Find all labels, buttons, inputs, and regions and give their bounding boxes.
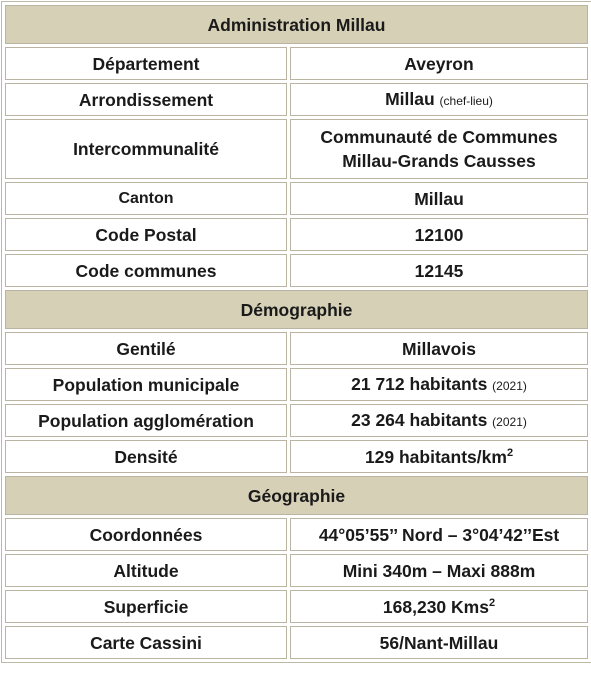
section-row-geographie [5,476,588,515]
label-gentile: Gentilé [5,332,287,365]
arrondissement-note: (chef-lieu) [439,93,493,108]
label-coordonnees: Coordonnées [5,518,287,551]
table-row [5,440,588,473]
section-title-demographie: Démographie [5,290,588,329]
info-table [1,1,591,663]
table-row [5,518,588,551]
densite-value-text: 129 habitants/km [364,446,507,467]
label-code-communes: Code communes [5,254,287,287]
label-population-municipale: Population municipale [5,368,287,401]
value-carte-cassini: 56/Nant-Millau [290,626,588,659]
value-coordonnees: 44°05’55’’ Nord – 3°04’42’’Est [290,518,588,551]
section-row-administration [5,5,588,44]
label-arrondissement: Arrondissement [5,83,287,116]
label-canton: Canton [5,182,287,215]
value-canton: Millau [290,182,588,215]
label-departement: Département [5,47,287,80]
intercommunalite-line1: Communauté de Communes [320,127,558,147]
value-departement: Aveyron [290,47,588,80]
table-row [5,218,588,251]
label-carte-cassini: Carte Cassini [5,626,287,659]
label-intercommunalite: Intercommunalité [5,119,287,179]
superficie-superscript: 2 [488,596,496,609]
value-densite [290,440,588,473]
population-municipale-note: (2021) [492,378,527,393]
table-row [5,119,588,179]
population-agglomeration-note: (2021) [492,414,527,429]
label-altitude: Altitude [5,554,287,587]
table-row [5,182,588,215]
label-population-agglomeration: Population agglomération [5,404,287,437]
label-densite: Densité [5,440,287,473]
table-row [5,47,588,80]
value-arrondissement [290,83,588,116]
label-superficie: Superficie [5,590,287,623]
table-row [5,83,588,116]
value-code-postal: 12100 [290,218,588,251]
label-code-postal: Code Postal [5,218,287,251]
value-population-agglomeration [290,404,588,437]
value-code-communes: 12145 [290,254,588,287]
superficie-value-text: 168,230 Kms [382,596,489,617]
section-row-demographie [5,290,588,329]
intercommunalite-line2: Millau-Grands Causses [342,151,536,171]
table-row [5,404,588,437]
value-intercommunalite [290,119,588,179]
arrondissement-value-text: Millau [385,88,435,109]
table-row [5,332,588,365]
table-row [5,254,588,287]
value-population-municipale [290,368,588,401]
table-row [5,554,588,587]
densite-superscript: 2 [506,446,514,459]
table-row [5,626,588,659]
value-altitude: Mini 340m – Maxi 888m [290,554,588,587]
section-title-geographie: Géographie [5,476,588,515]
population-municipale-value-text: 21 712 habitants [351,373,488,394]
population-agglomeration-value-text: 23 264 habitants [351,409,488,430]
section-title-administration: Administration Millau [5,5,588,44]
value-gentile: Millavois [290,332,588,365]
table-row [5,368,588,401]
value-superficie [290,590,588,623]
table-row [5,590,588,623]
